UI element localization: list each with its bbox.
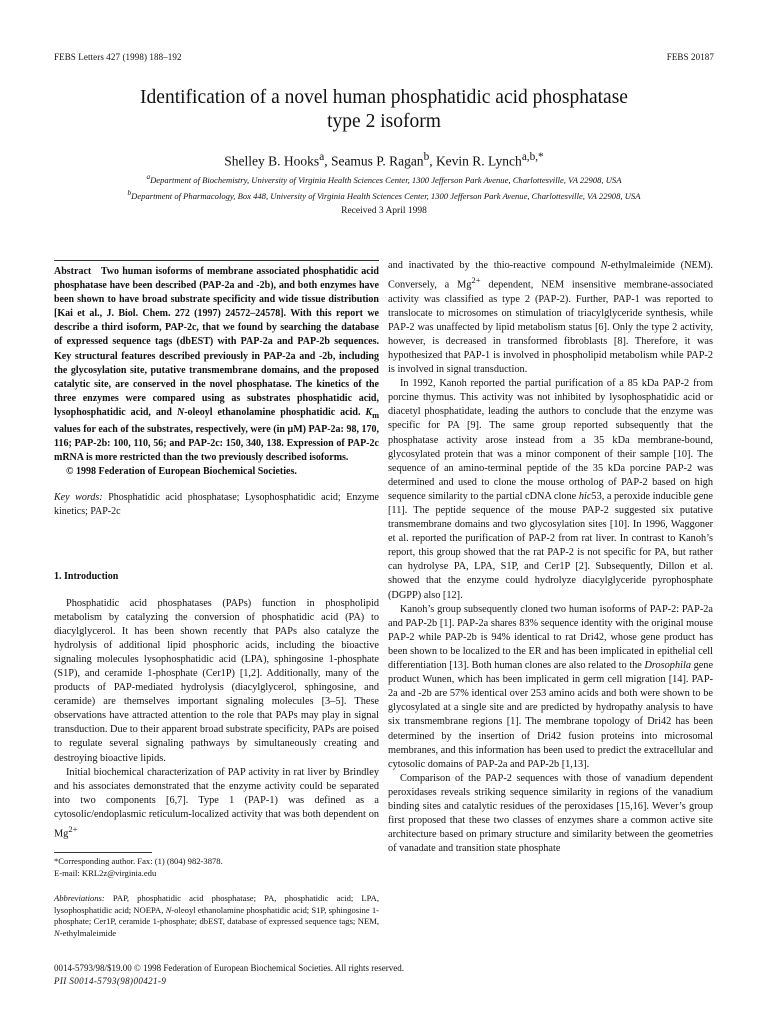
body-paragraph: Comparison of the PAP-2 sequences with those of vanadium dependent peroxidases reveals striking sequence similarity in regions of the vanadium binding sites and catalytic residues of the peroxidases [15,16]. Wever’s group first proposed that these two classes of enzymes share a common active site architecture based on primary structure and similarity between the geometries of vanadate and transition state phosphate — [388, 772, 713, 855]
section-heading: 1. Introduction — [54, 571, 119, 583]
abbreviations-footnote: Abbreviations: PAP, phosphatidic acid phosphatase; PA, phosphatidic acid; LPA, lysophosphatidic acid; NOEPA, N-oleoyl ethanolamine phosphatidic acid; S1P, sphingosine 1-phosphate; Cer1P, ceramide 1-phosphate; dbEST, database of expressed sequence tags; NEM, N-ethylmaleimide — [54, 893, 380, 938]
email-address: E-mail: KRL2z@virginia.edu — [54, 867, 157, 878]
article-code: FEBS 20187 — [666, 52, 714, 62]
author-affiliation-mark: b — [423, 151, 430, 163]
affiliations — [54, 171, 714, 203]
article-title — [54, 86, 714, 134]
author-affiliation-mark: a,b,* — [521, 151, 544, 163]
abstract: Abstract Two human isoforms of membrane associated phosphatidic acid phosphatase have been described (PAP-2a and -2b), and both enzymes have been shown to have broad substrate specificity and wide tissue distribution [Kai et al., J. Biol. Chem. 272 (1997) 24572–24578]. With this report we describe a third isoform, PAP-2c, that we found by searching the database of expressed sequence tags (dbEST) with PAP-2a and PAP-2b sequences. Key structural features described previously in PAP-2a and -2b, including the glycosylation site, putative transmembrane domains, and the proposed catalytic site, are conserved in the novel phosphatase. The kinetics of the three enzymes were compared using as substrates phosphatidic acid, lysophosphatidic acid, and N-oleoyl ethanolamine phosphatidic acid. $K_m$ values for each of the substrates, respectively, were (in μM) PAP-2a: 98, 170, 116; PAP-2b: 100, 110, 56; and PAP-2c: 150, 340, 138. Expression of PAP-2c mRNA is more restricted than the two previously described isoforms. — [54, 266, 380, 464]
affiliation: $^a$Department of Biochemistry, University of Virginia Health Sciences Center, 1300 Jefferson Park Avenue, Charlottesville, VA 22908, USA — [146, 173, 622, 185]
keywords: Key words: Phosphatidic acid phosphatase; Lysophosphatidic acid; Enzyme kinetics; PAP-2c — [54, 492, 379, 518]
body-paragraph: In 1992, Kanoh reported the partial purification of a 85 kDa PAP-2 from porcine thymus. This activity was not inhibited by lysophosphatidic acid or diacetyl phosphatidate, leading the authors to conclude that the enzyme was specific for PA [9]. The same group reported subsequently that the phosphatase activity arose instead from a 35 kDa membrane-bound, glycosylated protein that was a minor component of their sample [10]. The sequence of an amino-terminal peptide of the 35 kDa porcine PAP-2 was determined and used to clone the mouse ortholog of PAP-2 based on high sequence similarity to the partial cDNA clone hic53, a peroxide inducible gene [11]. The peptide sequence of the mouse PAP-2 suggested six putative transmembrane domains and two glycosylation sites [10]. In 1996, Waggoner et al. reported the purification of PAP-2 from rat liver. In contrast to Kanoh’s report, this group showed that the rat PAP-2 is not specific for PA, but rather can hydrolyse PA, LPA, S1P, and Cer1P [2]. Subsequently, Dillon et al. showed that the enzyme could hydrolyze diacylglyceride pyrophosphate (DGPP) also [12]. — [388, 378, 713, 601]
journal-citation: FEBS Letters 427 (1998) 188–192 — [54, 52, 182, 62]
author-name: Kevin R. Lynch — [435, 153, 522, 169]
keywords-label: Key words: — [54, 492, 103, 504]
body-paragraph: Kanoh’s group subsequently cloned two human isoforms of PAP-2: PAP-2a and PAP-2b [1]. PAP-2a shares 83% sequence identity with the original mouse PAP-2 while PAP-2b is 94% identical to rat Dri42, whose gene product has been shown to be localized to the ER and has been implicated in epithelial cell differentiation [13]. Both human clones are also related to the Drosophila gene product Wunen, which has been implicated in germ cell migration [14]. PAP-2a and -2b are 57% identical over 253 amino acids and both were shown to be glycosylated at a single site and are predicted by hydropathy analysis to have six transmembrane regions [1]. The membrane topology of Dri42 has been determined by the insertion of Dri42 fusion proteins into microsomal membranes, and this information has been used to predict the extracellular and cytosolic domains of PAP-2a and PAP-2b [1,13]. — [388, 603, 714, 770]
copyright-line: 0014-5793/98/$19.00 © 1998 Federation of European Biochemical Societies. All rights reserved. — [54, 963, 405, 973]
title-line-2: type 2 isoform — [327, 111, 441, 132]
abstract-rule — [54, 260, 379, 261]
intro-paragraph: Phosphatidic acid phosphatases (PAPs) function in phospholipid metabolism by catalyzing the conversion of phosphatidic acid (PA) to diacylglycerol. It has been shown recently that PAPs also catalyze the hydrolysis of additional lipid phosphoric acids, including the bioactive signaling molecules lysophosphatidic acid (LPA), sphingosine 1-phosphate (S1P), and ceramide 1-phosphate (Cer1P) [1,2]. Additionally, many of the products of PAP-mediated hydrolysis (diacylglycerol, sphingosine, and ceramide) are themselves important signaling molecules [3–5]. These observations have attracted attention to the role that PAPs may play in signal transduction. Due to their apparent broad substrate specificity, PAPs are poised to regulate several signaling pathways by simultaneously creating and destroying bioactive lipids. — [54, 597, 379, 764]
right-column — [388, 259, 713, 856]
author-affiliation-mark: a — [319, 151, 325, 163]
received-date: Received 3 April 1998 — [341, 206, 427, 216]
author-list: Shelley B. Hooks$^a$, Seamus P. Ragan$^b$, Kevin R. Lynch$^{a,b,*}$ — [224, 151, 544, 169]
abstract-label: Abstract — [54, 266, 92, 277]
abstract-copyright: © 1998 Federation of European Biochemical Societies. — [66, 466, 297, 478]
author-name: Seamus P. Ragan — [330, 153, 424, 169]
title-line-1: Identification of a novel human phosphatidic acid phosphatase — [140, 87, 628, 108]
pii-line: PII S0014-5793(98)00421-9 — [54, 976, 167, 986]
footnote-rule — [54, 852, 152, 853]
body-paragraph: and inactivated by the thio-reactive compound N-ethylmaleimide (NEM). Conversely, a $Mg^{2+}$ dependent, NEM insensitive membrane-associated activity was classified as type 2 (PAP-2). Further, PAP-1 was reported to translocate to microsomes on stimulation of triacylglyceride synthesis, while PAP-2 was unaffected by lipid metabolism status [6]. Only the type 2 activity, however, is decreased in transformed fibroblasts [8]. Therefore, it was hypothesized that PAP-1 is involved in phospholipid metabolism while PAP-2 is involved in signal transduction. — [388, 260, 714, 376]
author-name: Shelley B. Hooks — [224, 153, 320, 169]
left-column — [54, 265, 379, 842]
affiliation: $^b$Department of Pharmacology, Box 448, University of Virginia Health Sciences Center, 1300 Jefferson Park Avenue, Charlottesville, VA 22908, USA — [127, 188, 641, 201]
intro-paragraph: Initial biochemical characterization of PAP activity in rat liver by Brindley and his associates demonstrated that the enzyme activity could be separated into two components [6,7]. Type 1 (PAP-1) was defined as a cytosolic/endoplasmic reticulum-localized activity that was both dependent on $Mg^{2+}$ — [54, 766, 379, 840]
corresponding-footnote: *Corresponding author. Fax: (1) (804) 982-3878. E-mail: KRL2z@virginia.edu — [54, 856, 379, 879]
